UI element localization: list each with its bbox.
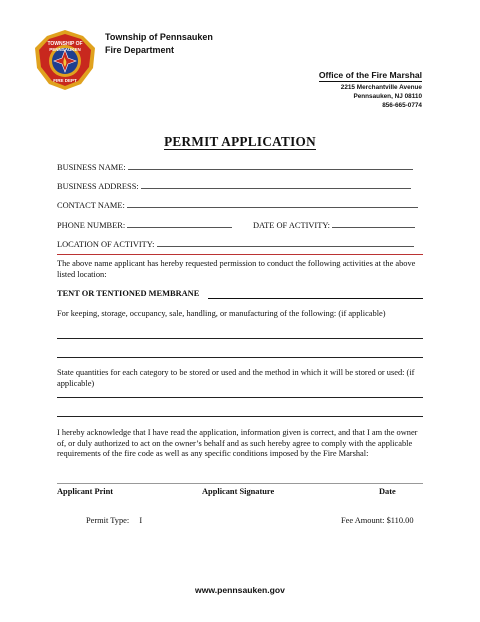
- phone-number-label: PHONE NUMBER:: [57, 221, 126, 230]
- fee-amount: [341, 516, 414, 525]
- fee-amount-value: $110.00: [386, 516, 414, 525]
- applicant-signature-label: Applicant Signature: [202, 487, 275, 496]
- office-address-block: [319, 70, 422, 110]
- org-line-1: Township of Pennsauken: [105, 32, 213, 42]
- logo-text-top: TOWNSHIP OF: [47, 41, 83, 47]
- business-address-field[interactable]: [57, 181, 411, 191]
- footer-website[interactable]: www.pennsauken.gov: [195, 585, 285, 595]
- applicant-print-label: Applicant Print: [57, 487, 114, 496]
- purpose-text: For keeping, storage, occupancy, sale, handling, or manufacturing of the following: (if applicable): [57, 309, 386, 318]
- location-of-activity-line[interactable]: [157, 239, 414, 247]
- location-of-activity-field[interactable]: [57, 239, 414, 249]
- activity-heading-underline: [208, 298, 423, 299]
- date-of-activity-field[interactable]: [253, 220, 415, 230]
- address-line-1: 2215 Merchantville Avenue: [340, 84, 422, 91]
- page-title: [0, 134, 480, 150]
- office-title: Office of the Fire Marshal: [318, 70, 422, 80]
- contact-name-field[interactable]: [57, 200, 418, 210]
- permit-type-label: Permit Type:: [86, 516, 130, 525]
- activity-heading: TENT OR TENTIONED MEMBRANE: [57, 289, 200, 298]
- address-line-2: Pennsauken, NJ 08110: [353, 93, 422, 100]
- date-label: Date: [379, 487, 396, 496]
- permit-type-value: I: [139, 516, 143, 525]
- office-phone: 856-665-0774: [382, 102, 422, 109]
- phone-number-field[interactable]: [57, 220, 232, 230]
- business-name-line[interactable]: [128, 162, 413, 170]
- quantities-answer-line-1[interactable]: [57, 397, 423, 398]
- quantities-answer-line-2[interactable]: [57, 416, 423, 417]
- logo-text-mid: PENNSAUKEN: [49, 47, 81, 52]
- purpose-answer-line-2[interactable]: [57, 357, 423, 358]
- signature-line[interactable]: [57, 483, 423, 484]
- fee-amount-label: Fee Amount:: [341, 516, 385, 525]
- location-of-activity-label: LOCATION OF ACTIVITY:: [57, 240, 155, 249]
- intro-text: The above name applicant has hereby requested permission to conduct the following activities at the above listed location:: [57, 259, 416, 279]
- fire-department-badge-icon: [33, 28, 97, 92]
- business-address-label: BUSINESS ADDRESS:: [57, 182, 139, 191]
- business-address-line[interactable]: [141, 181, 411, 189]
- organization-name: [105, 31, 213, 57]
- page-title-text: PERMIT APPLICATION: [164, 134, 316, 149]
- date-of-activity-line[interactable]: [332, 220, 415, 228]
- quantities-text: State quantities for each category to be stored or used and the method in which it will be stored or used: (if applicable): [57, 368, 415, 388]
- contact-name-label: CONTACT NAME:: [57, 201, 125, 210]
- business-name-label: BUSINESS NAME:: [57, 163, 126, 172]
- logo-text-bottom: FIRE DEPT: [53, 78, 77, 83]
- acknowledgement-text: I hereby acknowledge that I have read the application, information given is correct, and that I am the owner of, or duly authorized to act on the owner’s behalf and as such hereby agree to comply with the applicable requirements of the fire code as well as any specific conditions imposed by the Fire Marshal:: [57, 428, 418, 458]
- permit-type: [86, 516, 142, 525]
- date-of-activity-label: DATE OF ACTIVITY:: [253, 221, 330, 230]
- purpose-answer-line-1[interactable]: [57, 338, 423, 339]
- contact-name-line[interactable]: [127, 200, 418, 208]
- business-name-field[interactable]: [57, 162, 413, 172]
- section-divider: [57, 254, 423, 255]
- phone-number-line[interactable]: [127, 220, 232, 228]
- org-line-2: Fire Department: [105, 45, 175, 55]
